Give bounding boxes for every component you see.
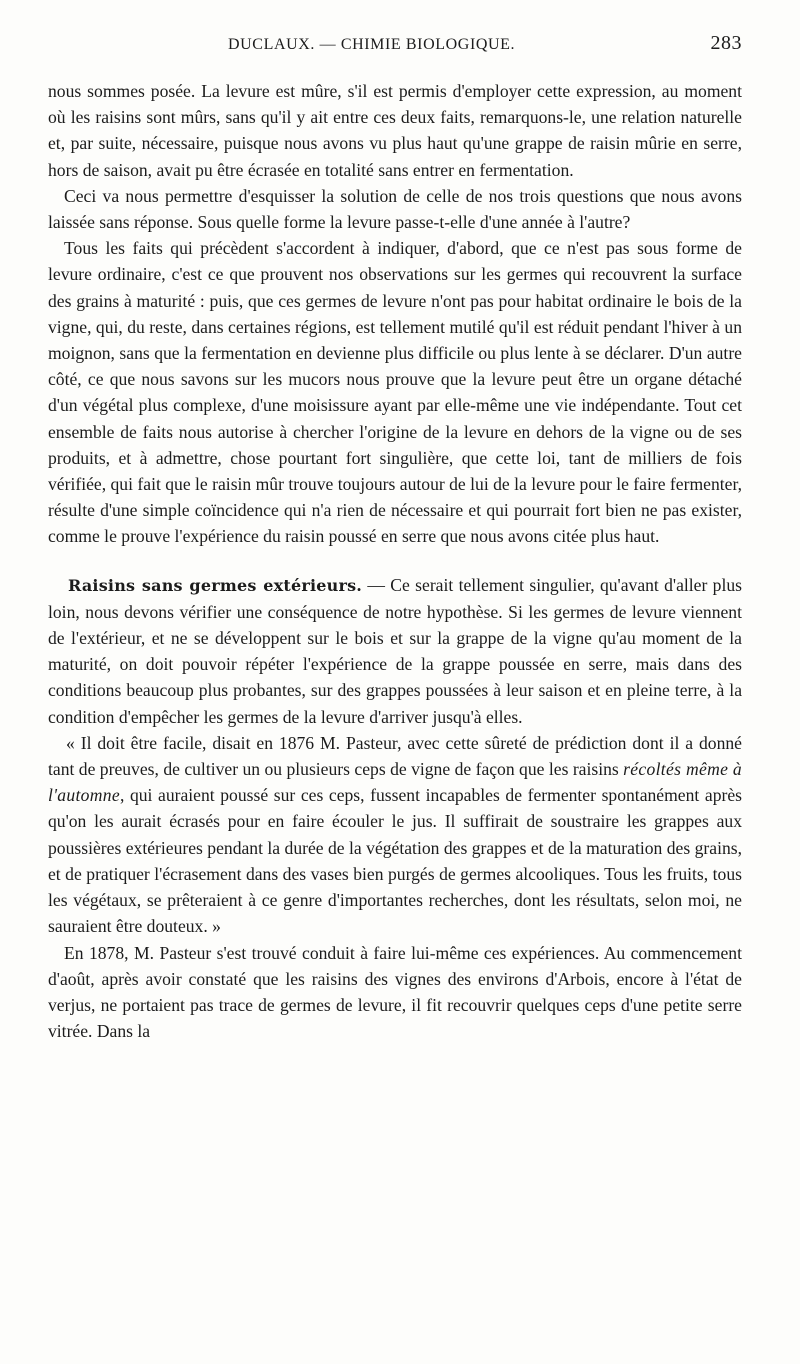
section-heading: Raisins sans germes extérieurs. bbox=[68, 575, 363, 595]
paragraph-3: Tous les faits qui précèdent s'accordent à indiquer, d'abord, que ce n'est pas sous forme de levure ordinaire, c'est ce que prouvent nos observations sur les germes qui recouvrent la surface des grains à maturité : puis, que ces germes de levure n'ont pas pour habitat ordinaire le bois de la vigne, qui, du reste, dans certaines régions, est tellement mutilé qu'il est réduit pendant l'hiver à un moignon, sans que la fermentation en devienne plus difficile ou plus lente à se déclarer. D'un autre côté, ce que nous savons sur les mucors nous prouve que la levure peut être un organe détaché d'un végétal plus complexe, d'une moisissure ayant par elle-même une vie indépendante. Tout cet ensemble de faits nous autorise à chercher l'origine de la levure en dehors de la vigne ou de ses produits, et à admettre, chose pourtant fort singulière, que cette loi, tant de milliers de fois vérifiée, qui fait que le raisin mûr trouve toujours autour de lui de la levure pour le faire fermenter, résulte d'une simple coïncidence qui n'a rien de nécessaire et qui pourrait fort bien ne pas exister, comme le prouve l'expérience du raisin poussé en serre que nous avons citée plus haut. bbox=[48, 238, 742, 547]
section-paragraph bbox=[48, 572, 742, 730]
section-paragraph-text: — Ce serait tellement singulier, qu'avant d'aller plus loin, nous devons vérifier une conséquence de notre hypothèse. Si les germes de levure viennent de l'extérieur, et ne se développent sur le bois et sur la grappe de la vigne qu'au moment de la maturité, on doit pouvoir répéter l'expérience de la grappe poussée en serre, mais dans des conditions beaucoup plus probantes, sur des grappes poussées à leur saison et en pleine terre, à la condition d'empêcher les germes de la levure d'arriver jusqu'à elles. bbox=[48, 574, 742, 727]
quotation-text-end: , qui auraient poussé sur ces ceps, fussent incapables de fermenter spontanément après qu'on les aurait écrasés pour en faire écouler le jus. Il suffirait de soustraire les grappes aux poussières extérieures pendant la durée de la végétation des grappes et de la maturation des grains, et de pratiquer l'écrasement dans des vases bien purgés de germes alcooliques. Tous les fruits, tous les végétaux, se prêteraient à ce genre d'importantes recherches, dont les résultats, selon moi, ne sauraient être douteux. » bbox=[48, 785, 742, 937]
running-title: DUCLAUX. — CHIMIE BIOLOGIQUE. bbox=[228, 36, 516, 53]
body-text bbox=[48, 78, 742, 1044]
quotation-text-start: « Il doit être facile, disait en 1876 M. Pasteur, avec cette sûreté de prédiction dont il a donné tant de preuves, de cultiver un ou plusieurs ceps de vigne de façon que les raisins bbox=[48, 732, 742, 780]
page-number: 283 bbox=[710, 32, 742, 54]
paragraph-1: nous sommes posée. La levure est mûre, s'il est permis d'employer cette expression, au moment où les raisins sont mûrs, sans qu'il y ait entre ces deux faits, remarquons-le, une relation naturelle et, par suite, nécessaire, puisque nous avons vu plus haut qu'une grappe de raisin mûrie en serre, hors de saison, avait pu être écrasée en totalité sans entrer en fermentation. bbox=[48, 81, 742, 180]
quotation-italic-phrase: récoltés même à l'automne bbox=[48, 759, 742, 806]
paragraph-2: Ceci va nous permettre d'esquisser la solution de celle de nos trois questions que nous avons laissée sans réponse. Sous quelle forme la levure passe-t-elle d'une année à l'autre? bbox=[48, 185, 742, 233]
paragraph-6: En 1878, M. Pasteur s'est trouvé conduit à faire lui-même ces expériences. Au commencement d'août, après avoir constaté que les raisins des vignes des environs d'Arbois, encore à l'état de verjus, ne portaient pas trace de germes de levure, il fit recouvrir quelques ceps d'une petite serre vitrée. Dans la bbox=[48, 942, 742, 1042]
running-head bbox=[48, 32, 742, 58]
quotation-paragraph bbox=[48, 730, 742, 940]
